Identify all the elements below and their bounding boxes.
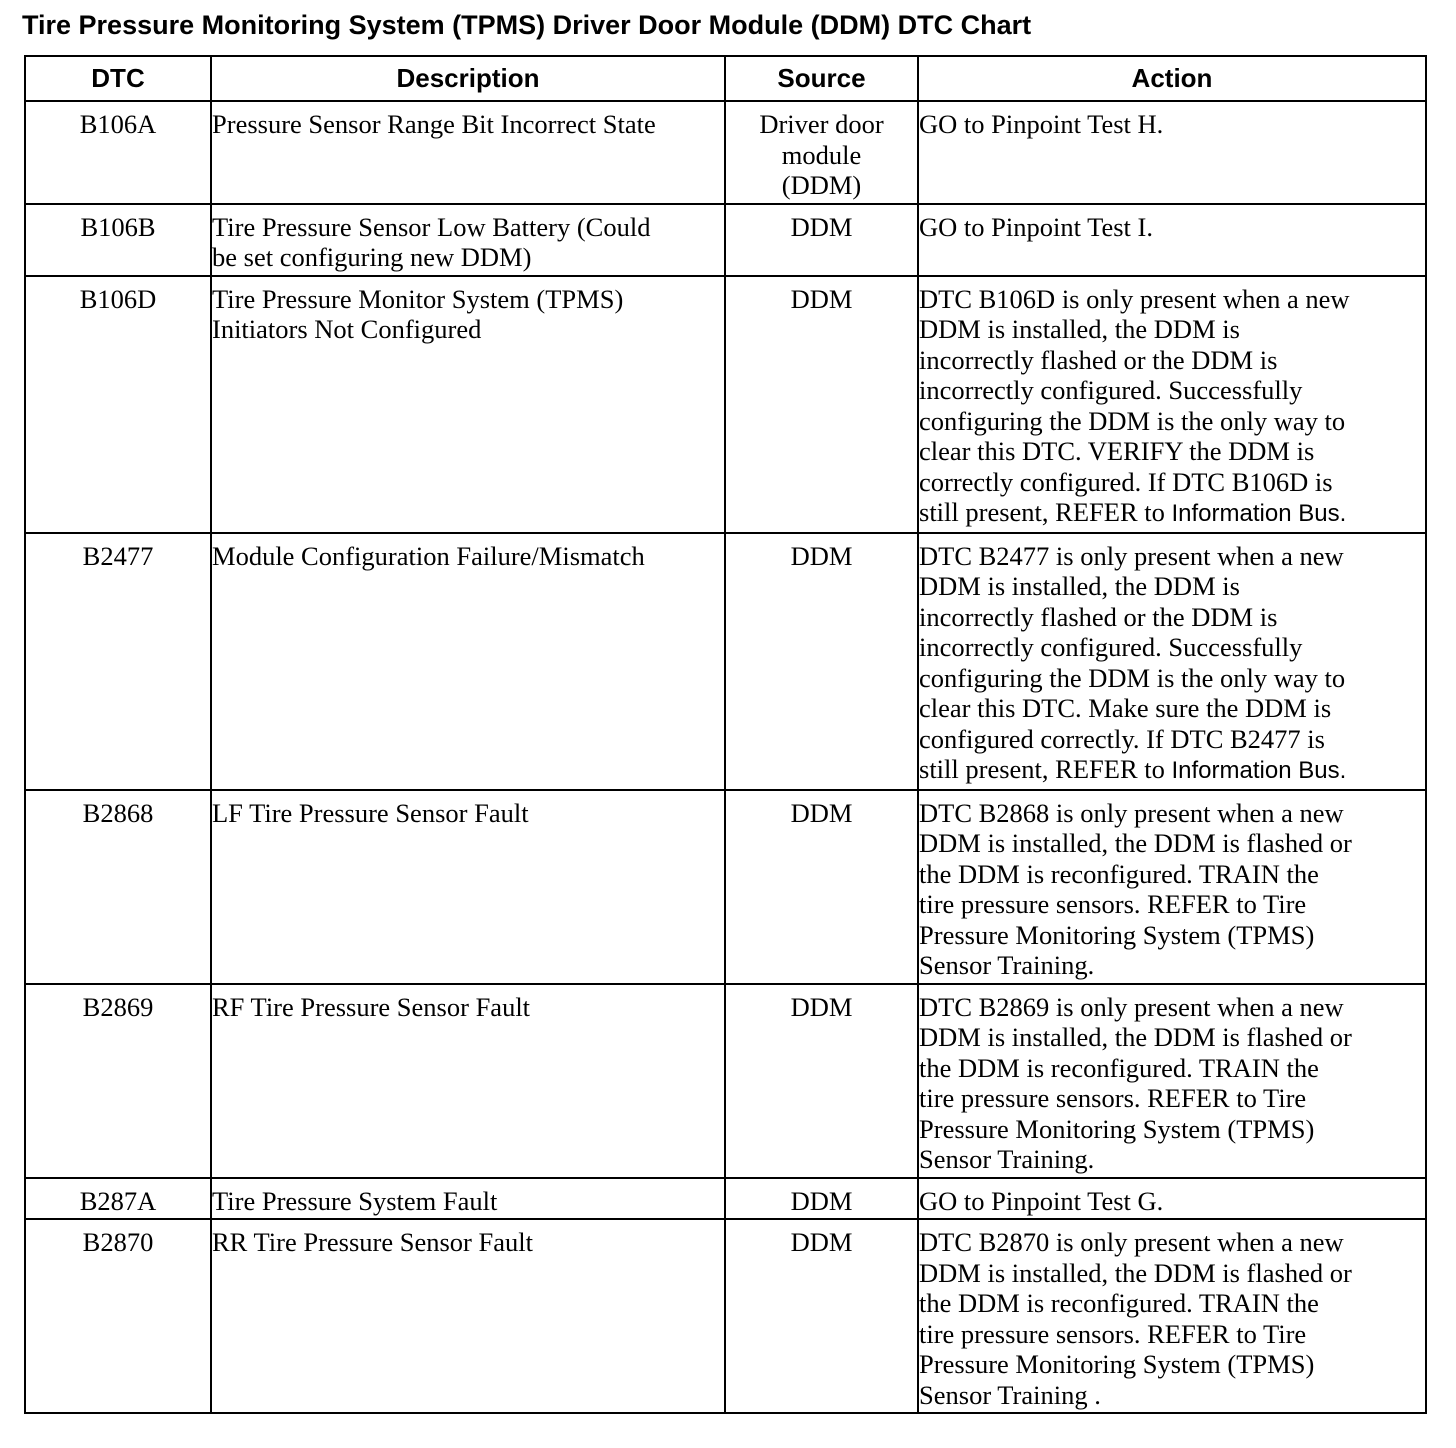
column-header-description: Description — [211, 56, 725, 101]
cell-text-line: DDM is installed, the DDM is — [919, 314, 1240, 344]
cell-text-line: DDM — [790, 211, 853, 242]
cell-text-line: DDM is installed, the DDM is flashed or — [919, 1257, 1352, 1288]
action-cell — [918, 204, 1426, 276]
cell-text-line: incorrectly flashed or the DDM is — [919, 601, 1278, 632]
table-header-row — [25, 56, 1426, 101]
cell-text-line: Tire Pressure Sensor Low Battery (Could — [212, 211, 651, 242]
source-cell — [725, 276, 918, 533]
source-cell — [725, 790, 918, 984]
cell-text-line: tire pressure sensors. REFER to Tire — [919, 1083, 1307, 1113]
cell-text-line: configuring the DDM is the only way to — [919, 405, 1346, 436]
cell-text-line: DDM — [790, 283, 853, 314]
page-title: Tire Pressure Monitoring System (TPMS) Driver Door Module (DDM) DTC Chart — [22, 10, 1032, 40]
cell-text-line: Pressure Monitoring System (TPMS) — [919, 1113, 1315, 1144]
cell-text-line: tire pressure sensors. REFER to Tire — [919, 889, 1307, 919]
dtc-table — [24, 55, 1427, 1414]
column-header-dtc: DTC — [25, 56, 211, 101]
table-row — [25, 984, 1426, 1178]
dtc-code-cell: B287A — [25, 1178, 211, 1220]
cell-text-line: the DDM is reconfigured. TRAIN the — [919, 1288, 1319, 1318]
action-cell — [918, 101, 1426, 204]
source-cell — [725, 984, 918, 1178]
cell-text-line: DTC B2477 is only present when a new — [919, 540, 1344, 571]
cell-text-line: clear this DTC. VERIFY the DDM is — [919, 436, 1315, 466]
column-header-action: Action — [918, 56, 1426, 101]
description-cell: LF Tire Pressure Sensor Fault — [211, 790, 725, 984]
cell-text-line: be set configuring new DDM) — [212, 242, 532, 272]
cell-text-line: the DDM is reconfigured. TRAIN the — [919, 1052, 1319, 1083]
information-bus-reference: Information Bus. — [1171, 500, 1347, 527]
cell-text-line: GO to Pinpoint Test G. — [919, 1185, 1164, 1216]
table-row — [25, 204, 1426, 276]
cell-text-line: DDM is installed, the DDM is — [919, 571, 1240, 601]
description-cell — [211, 204, 725, 276]
cell-text-line: DDM — [790, 797, 853, 828]
cell-text-line: Driver door — [759, 109, 884, 139]
cell-text-line: still present, REFER to — [919, 754, 1172, 784]
cell-text-line: Sensor Training . — [919, 1379, 1101, 1410]
cell-text-line: Pressure Monitoring System (TPMS) — [919, 1349, 1315, 1379]
cell-text-line: configured correctly. If DTC B2477 is — [919, 723, 1325, 754]
source-cell — [725, 1219, 918, 1413]
cell-text-line: module — [781, 139, 862, 170]
information-bus-reference: Information Bus. — [1171, 757, 1347, 784]
cell-text-line: DDM — [790, 1227, 853, 1257]
dtc-code-cell: B2869 — [25, 984, 211, 1178]
cell-text-line: DDM is installed, the DDM is flashed or — [919, 828, 1352, 858]
cell-text-line: DTC B2868 is only present when a new — [919, 797, 1344, 828]
description-cell: Module Configuration Failure/Mismatch — [211, 533, 725, 790]
cell-text-line: DDM — [790, 540, 853, 571]
cell-text-line: correctly configured. If DTC B106D is — [919, 466, 1333, 497]
cell-text-line: DDM — [790, 991, 853, 1022]
dtc-code-cell: B2870 — [25, 1219, 211, 1413]
action-cell — [918, 533, 1426, 790]
cell-text-line: Sensor Training. — [919, 1144, 1095, 1174]
cell-text-line: incorrectly flashed or the DDM is — [919, 344, 1278, 375]
source-cell — [725, 101, 918, 204]
cell-text-line: GO to Pinpoint Test H. — [919, 109, 1164, 139]
cell-text-line: Tire Pressure Monitor System (TPMS) — [212, 283, 624, 314]
table-body — [25, 101, 1426, 1413]
table-row — [25, 1219, 1426, 1413]
dtc-code-cell: B106A — [25, 101, 211, 204]
cell-text-line: DTC B2869 is only present when a new — [919, 991, 1344, 1022]
table-row — [25, 790, 1426, 984]
cell-text-line: DTC B2870 is only present when a new — [919, 1227, 1344, 1257]
table-row — [25, 533, 1426, 790]
cell-text-line: still present, REFER to — [919, 497, 1172, 527]
cell-text-line: configuring the DDM is the only way to — [919, 662, 1346, 693]
cell-text-line: clear this DTC. Make sure the DDM is — [919, 693, 1332, 723]
cell-text-line: (DDM) — [781, 170, 862, 200]
cell-text-line: Initiators Not Configured — [212, 314, 482, 344]
description-cell: Tire Pressure System Fault — [211, 1178, 725, 1220]
dtc-code-cell: B2868 — [25, 790, 211, 984]
cell-text-line: incorrectly configured. Successfully — [919, 632, 1303, 662]
description-cell: Pressure Sensor Range Bit Incorrect State — [211, 101, 725, 204]
source-cell — [725, 533, 918, 790]
cell-text-line: DDM is installed, the DDM is flashed or — [919, 1022, 1352, 1052]
cell-text-line: Pressure Monitoring System (TPMS) — [919, 919, 1315, 950]
action-cell — [918, 984, 1426, 1178]
dtc-code-cell: B106B — [25, 204, 211, 276]
cell-text-line: incorrectly configured. Successfully — [919, 375, 1303, 405]
description-cell — [211, 276, 725, 533]
dtc-code-cell: B106D — [25, 276, 211, 533]
cell-text-line: Sensor Training. — [919, 950, 1095, 980]
cell-text-line: DTC B106D is only present when a new — [919, 283, 1350, 314]
cell-text-line: GO to Pinpoint Test I. — [919, 211, 1153, 242]
cell-text-line: tire pressure sensors. REFER to Tire — [919, 1318, 1307, 1349]
action-cell — [918, 276, 1426, 533]
action-cell — [918, 790, 1426, 984]
table-row — [25, 101, 1426, 204]
action-cell — [918, 1219, 1426, 1413]
table-row — [25, 1178, 1426, 1220]
description-cell: RR Tire Pressure Sensor Fault — [211, 1219, 725, 1413]
column-header-source: Source — [725, 56, 918, 101]
action-cell — [918, 1178, 1426, 1220]
description-cell: RF Tire Pressure Sensor Fault — [211, 984, 725, 1178]
source-cell — [725, 1178, 918, 1220]
cell-text-line: DDM — [790, 1185, 853, 1216]
source-cell — [725, 204, 918, 276]
table-row — [25, 276, 1426, 533]
cell-text-line: the DDM is reconfigured. TRAIN the — [919, 858, 1319, 889]
dtc-code-cell: B2477 — [25, 533, 211, 790]
